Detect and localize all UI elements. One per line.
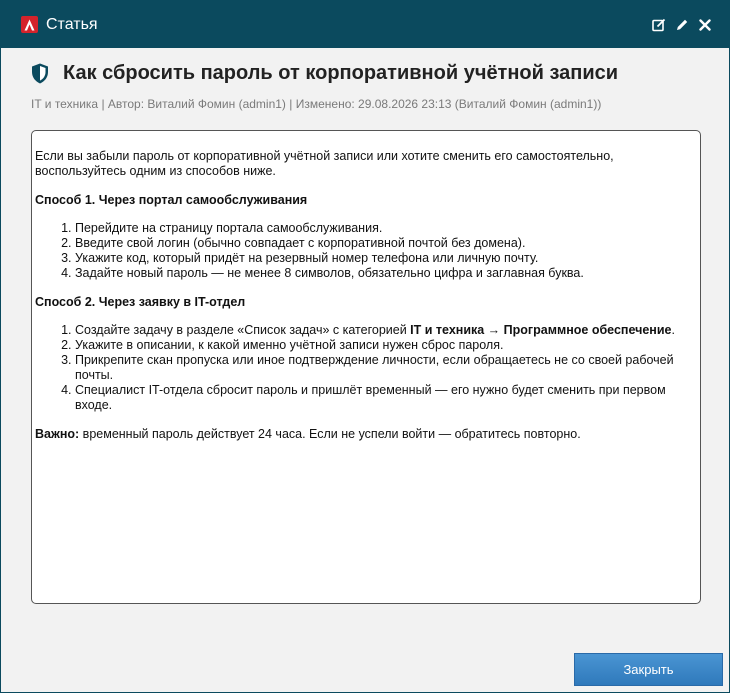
list-item xyxy=(75,323,697,338)
list-item: 2. Введите свой логин (обычно совпадает с корпоративной почтой без домена). xyxy=(75,236,697,251)
method2-title: Способ 2. Через заявку в IT-отдел xyxy=(35,295,246,309)
titlebar-actions xyxy=(651,1,713,48)
list-item: 1. Перейдите на страницу портала самообслуживания. xyxy=(75,221,697,236)
article-note xyxy=(35,427,697,442)
external-edit-icon[interactable] xyxy=(651,17,667,33)
shield-icon xyxy=(31,63,51,85)
step-text-end: . xyxy=(671,323,675,337)
close-button[interactable]: Закрыть xyxy=(574,653,723,686)
article-header xyxy=(31,62,618,85)
method2-steps xyxy=(35,323,697,413)
dialog-title: Статья xyxy=(46,15,98,33)
list-item: 4. Задайте новый пароль — не менее 8 символов, обязательно цифра и заглавная буква. xyxy=(75,266,697,281)
category-path: IT и техника → Программное обеспечение xyxy=(410,323,672,337)
article-title: Как сбросить пароль от корпоративной учётной записи xyxy=(63,62,619,84)
close-icon[interactable] xyxy=(697,17,713,33)
list-item: 3. Укажите код, который придёт на резервный номер телефона или личную почту. xyxy=(75,251,697,266)
list-item: 4. Специалист IT-отдела сбросит пароль и пришлёт временный — его нужно будет сменить при первом входе. xyxy=(75,383,697,413)
step-text: Создайте задачу в разделе «Список задач» с категорией xyxy=(75,323,411,337)
list-item: 2. Укажите в описании, к какой именно учётной записи нужен сброс пароля. xyxy=(75,338,697,353)
note-text: временный пароль действует 24 часа. Если не успели войти — обратитесь повторно. xyxy=(79,427,581,441)
dialog-titlebar xyxy=(1,1,729,48)
dialog-content xyxy=(1,48,729,692)
article-intro: Если вы забыли пароль от корпоративной учётной записи или хотите сменить его самостоятельно, воспользуйтесь одним из способов ниже. xyxy=(35,149,614,178)
list-item: 3. Прикрепите скан пропуска или иное подтверждение личности, если обращаетесь не со своей рабочей почты. xyxy=(75,353,697,383)
method1-steps xyxy=(35,221,697,281)
pencil-icon[interactable] xyxy=(674,17,690,33)
article-body xyxy=(31,130,701,604)
app-logo-icon xyxy=(21,16,38,33)
note-label: Важно: xyxy=(35,427,80,441)
article-meta: IT и техника | Автор: Виталий Фомин (admin1) | Изменено: 29.08.2026 23:13 (Виталий Фомин (admin1)) xyxy=(31,97,602,111)
method1-title: Способ 1. Через портал самообслуживания xyxy=(35,193,308,207)
